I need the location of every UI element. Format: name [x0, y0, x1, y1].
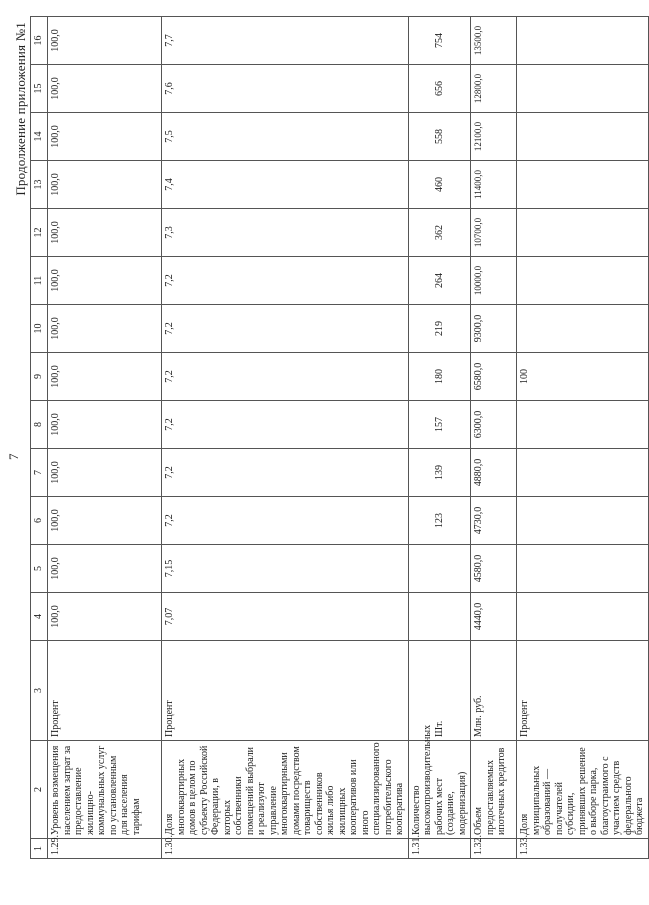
value-cell: 558	[408, 113, 471, 161]
header-cell: 3	[31, 641, 48, 741]
header-cell: 4	[31, 593, 48, 641]
row-number: 1.29.	[48, 839, 162, 859]
value-cell: 7,4	[162, 161, 409, 209]
unit-cell: Процент	[162, 641, 409, 741]
page-number: 7	[6, 453, 21, 460]
value-cell	[517, 449, 649, 497]
value-cell: 12100,0	[471, 113, 517, 161]
header-cell: 11	[31, 257, 48, 305]
value-cell: 100,0	[48, 353, 162, 401]
value-cell: 100,0	[48, 593, 162, 641]
header-cell: 13	[31, 161, 48, 209]
value-cell: 100,0	[48, 401, 162, 449]
value-cell: 123	[408, 497, 471, 545]
value-cell: 4730,0	[471, 497, 517, 545]
value-cell	[517, 401, 649, 449]
header-cell: 5	[31, 545, 48, 593]
unit-cell: Шт.	[408, 641, 471, 741]
value-cell: 460	[408, 161, 471, 209]
value-cell	[517, 497, 649, 545]
header-cell: 16	[31, 17, 48, 65]
table-row	[471, 17, 517, 859]
continuation-label: Продолжение приложения №1	[13, 22, 28, 196]
unit-cell: Процент	[48, 641, 162, 741]
value-cell: 100,0	[48, 161, 162, 209]
value-cell: 9300,0	[471, 305, 517, 353]
value-cell	[517, 593, 649, 641]
value-cell: 7,2	[162, 449, 409, 497]
value-cell	[517, 545, 649, 593]
value-cell: 754	[408, 17, 471, 65]
value-cell: 219	[408, 305, 471, 353]
header-cell: 14	[31, 113, 48, 161]
value-cell: 100,0	[48, 449, 162, 497]
header-cell: 7	[31, 449, 48, 497]
value-cell	[517, 161, 649, 209]
table-row	[162, 17, 409, 859]
value-cell: 7,7	[162, 17, 409, 65]
value-cell	[408, 545, 471, 593]
value-cell: 10000,0	[471, 257, 517, 305]
header-cell: 6	[31, 497, 48, 545]
value-cell: 13500,0	[471, 17, 517, 65]
value-cell: 11400,0	[471, 161, 517, 209]
value-cell	[517, 113, 649, 161]
value-cell	[517, 305, 649, 353]
value-cell: 100,0	[48, 545, 162, 593]
value-cell: 264	[408, 257, 471, 305]
indicator-name: Количество высокопроизводительных рабочих мест (создание, модернизация)	[408, 741, 471, 839]
row-number: 1.30.	[162, 839, 409, 859]
value-cell: 7,2	[162, 305, 409, 353]
value-cell: 100,0	[48, 257, 162, 305]
indicator-name: Доля муниципальных образований — получателей субсидии, принявших решение о выборе парка, благоустраимого с участием средств федерального бюджета	[517, 741, 649, 839]
header-cell: 8	[31, 401, 48, 449]
indicator-name: Объем предоставляемых ипотечных кредитов	[471, 741, 517, 839]
value-cell: 100,0	[48, 497, 162, 545]
unit-cell: Процент	[517, 641, 649, 741]
indicator-name: Уровень возмещения населением затрат за предоставление жилищно-коммунальных услуг по установленным для населения тарифам	[48, 741, 162, 839]
value-cell: 7,2	[162, 257, 409, 305]
value-cell	[517, 17, 649, 65]
value-cell: 7,2	[162, 401, 409, 449]
header-row	[31, 17, 48, 859]
value-cell: 7,2	[162, 497, 409, 545]
value-cell	[517, 257, 649, 305]
value-cell: 100,0	[48, 113, 162, 161]
value-cell: 139	[408, 449, 471, 497]
row-number: 1.32.	[471, 839, 517, 859]
value-cell: 157	[408, 401, 471, 449]
unit-cell: Млн. руб.	[471, 641, 517, 741]
value-cell: 362	[408, 209, 471, 257]
header-cell: 1	[31, 839, 48, 859]
header-cell: 15	[31, 65, 48, 113]
row-number: 1.33.	[517, 839, 649, 859]
value-cell: 10700,0	[471, 209, 517, 257]
value-cell	[408, 593, 471, 641]
value-cell	[517, 65, 649, 113]
header-cell: 9	[31, 353, 48, 401]
value-cell: 7,2	[162, 353, 409, 401]
value-cell: 100	[517, 353, 649, 401]
value-cell: 100,0	[48, 65, 162, 113]
header-cell: 10	[31, 305, 48, 353]
indicators-table	[30, 16, 649, 859]
value-cell: 7,15	[162, 545, 409, 593]
value-cell: 100,0	[48, 209, 162, 257]
table-row	[517, 17, 649, 859]
value-cell: 180	[408, 353, 471, 401]
value-cell: 4880,0	[471, 449, 517, 497]
value-cell: 6300,0	[471, 401, 517, 449]
row-number: 1.31.	[408, 839, 471, 859]
value-cell	[517, 209, 649, 257]
header-cell: 2	[31, 741, 48, 839]
value-cell: 7,6	[162, 65, 409, 113]
header-cell: 12	[31, 209, 48, 257]
value-cell: 656	[408, 65, 471, 113]
value-cell: 7,07	[162, 593, 409, 641]
value-cell: 100,0	[48, 17, 162, 65]
value-cell: 7,3	[162, 209, 409, 257]
value-cell: 100,0	[48, 305, 162, 353]
value-cell: 6580,0	[471, 353, 517, 401]
table-row	[48, 17, 162, 859]
value-cell: 4440,0	[471, 593, 517, 641]
value-cell: 4580,0	[471, 545, 517, 593]
value-cell: 12800,0	[471, 65, 517, 113]
table-row	[408, 17, 471, 859]
indicator-name: Доля многоквартирных домов в целом по субъекту Российской Федерации, в которых собственники помещений выбрали и реализуют управление многоквартирными домами посредством товариществ собственников жилья либо жилищных кооперативов или иного специализированного потребительского кооператива	[162, 741, 409, 839]
value-cell: 7,5	[162, 113, 409, 161]
